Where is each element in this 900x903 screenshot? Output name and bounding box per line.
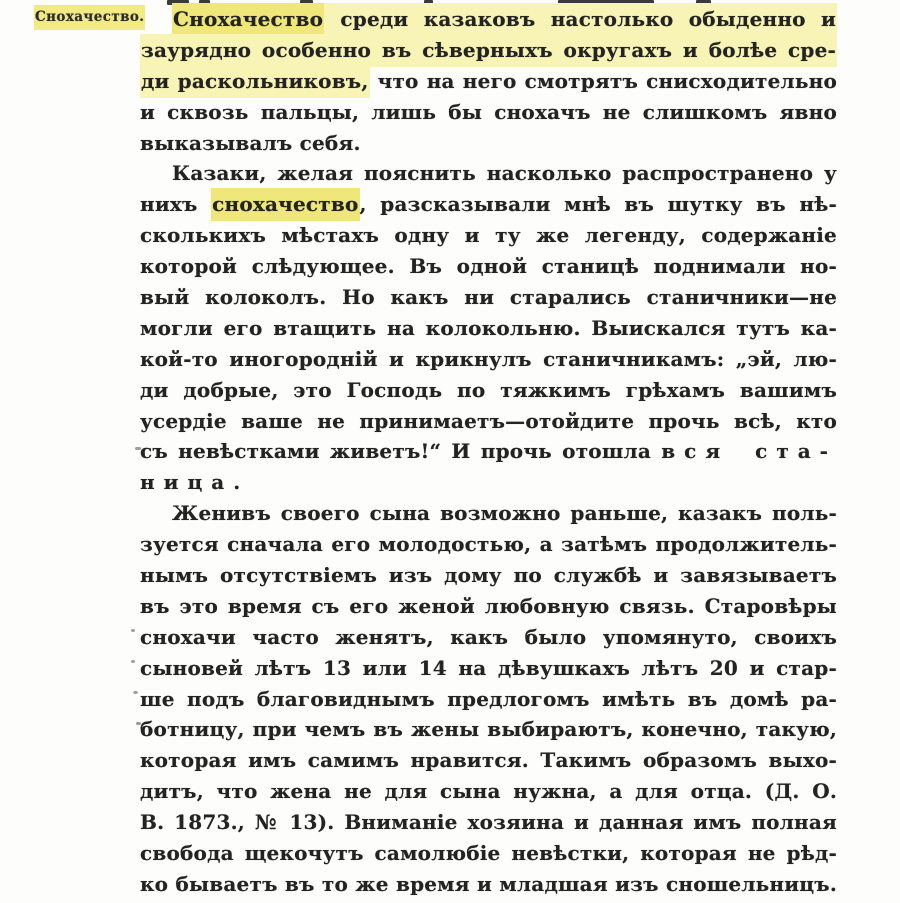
paragraph <box>140 498 837 900</box>
text-line <box>140 560 837 591</box>
text-line <box>140 838 837 869</box>
letterspaced-text: вся ста- <box>661 439 837 464</box>
text-line <box>140 189 837 220</box>
text-segment: которая имъ самимъ нравится. Такимъ образомъ выхо- <box>140 748 837 773</box>
text-segment: съ невѣстками живетъ!“ И прочь отошла <box>140 439 662 464</box>
text-segment: зуется сначала его молодостью, а затѣмъ продолжитель- <box>140 532 837 557</box>
text-line <box>140 282 837 313</box>
text-line <box>140 776 837 807</box>
text-segment: Казаки, желая пояснить насколько распространено у <box>172 161 837 186</box>
text-line <box>140 869 837 900</box>
text-line <box>140 467 837 498</box>
text-segment: нымъ отсутствіемъ изъ дому по службѣ и завязываетъ <box>140 563 837 588</box>
text-segment: ко бываетъ въ то же время и младшая изъ сношельницъ. <box>140 871 837 896</box>
text-line <box>140 745 837 776</box>
text-segment: , разсказывали мнѣ въ шутку въ нѣ- <box>359 192 837 217</box>
text-segment: кой-то иногородній и крикнулъ станичникамъ: „эй, лю- <box>140 346 837 371</box>
paragraph <box>140 158 837 498</box>
text-line <box>140 97 837 128</box>
text-line <box>140 158 837 189</box>
text-line <box>140 807 837 838</box>
text-line <box>140 529 837 560</box>
highlighted-text: снохачество <box>211 188 359 221</box>
text-segment: что на него смотрятъ снисходительно <box>369 68 837 93</box>
text-line <box>140 591 837 622</box>
text-line <box>140 684 837 715</box>
text-segment: сыновей лѣтъ 13 или 14 на дѣвушкахъ лѣтъ 20 и стар- <box>140 655 837 680</box>
text-line <box>140 35 837 66</box>
text-segment: В. 1873., № 13). Вниманіе хозяина и данная имъ полная <box>140 810 837 835</box>
text-segment: вый колоколъ. Но какъ ни старались станичники—не <box>140 285 837 310</box>
text-segment: и сквозь пальцы, лишь бы снохачъ не слишкомъ явно <box>140 99 837 124</box>
text-segment: снохачи часто женятъ, какъ было упомянуто, своихъ <box>140 624 837 649</box>
text-line <box>140 313 837 344</box>
text-line <box>140 436 837 467</box>
text-segment: сколькихъ мѣстахъ одну и ту же легенду, содержаніе <box>140 223 837 248</box>
text-line <box>140 714 837 745</box>
paragraph <box>140 4 837 158</box>
text-segment: которой слѣдующее. Въ одной станицѣ поднимали но- <box>140 254 837 279</box>
text-line <box>140 375 837 406</box>
text-line <box>140 66 837 97</box>
margin-note: Снохачество. <box>34 5 145 30</box>
text-line <box>140 653 837 684</box>
text-segment: дитъ, что жена не для сына нужна, а для отца. (Д. О. <box>140 779 837 804</box>
text-line <box>140 251 837 282</box>
text-segment: ше подъ благовиднымъ предлогомъ имѣть въ домѣ ра- <box>140 686 837 711</box>
text-segment: нихъ <box>140 192 212 217</box>
highlighted-text: Снохачество <box>172 3 324 36</box>
text-line <box>140 4 837 35</box>
text-segment: въ это время съ его женой любовную связь. Старовѣры <box>140 593 837 618</box>
text-column <box>140 4 837 900</box>
text-segment: ботницу, при чемъ въ жены выбираютъ, конечно, такую, <box>140 717 837 742</box>
text-line <box>140 622 837 653</box>
text-line <box>140 406 837 437</box>
text-line <box>140 128 837 159</box>
highlighted-text: заурядно особенно въ сѣверныхъ округахъ и болѣе сре- <box>140 34 837 67</box>
highlighted-text: среди казаковъ настолько обыденно и <box>324 3 837 36</box>
text-line <box>140 498 837 529</box>
highlighted-text: ди раскольниковъ, <box>140 65 370 98</box>
text-segment: ди добрые, это Господь по тяжкимъ грѣхамъ вашимъ <box>140 377 837 402</box>
text-line <box>140 344 837 375</box>
text-segment: Женивъ своего сына возможно раньше, казакъ поль- <box>172 501 837 526</box>
text-segment: усердіе ваше не принимаетъ—отойдите прочь всѣ, кто <box>140 408 837 433</box>
letterspaced-text: ница. <box>140 470 250 495</box>
text-segment: свобода щекочутъ самолюбіе невѣстки, которая не рѣд- <box>140 841 837 866</box>
text-line <box>140 220 837 251</box>
text-segment: могли его втащить на колокольню. Выискался тутъ ка- <box>140 315 837 340</box>
text-segment: выказывалъ себя. <box>140 130 361 155</box>
